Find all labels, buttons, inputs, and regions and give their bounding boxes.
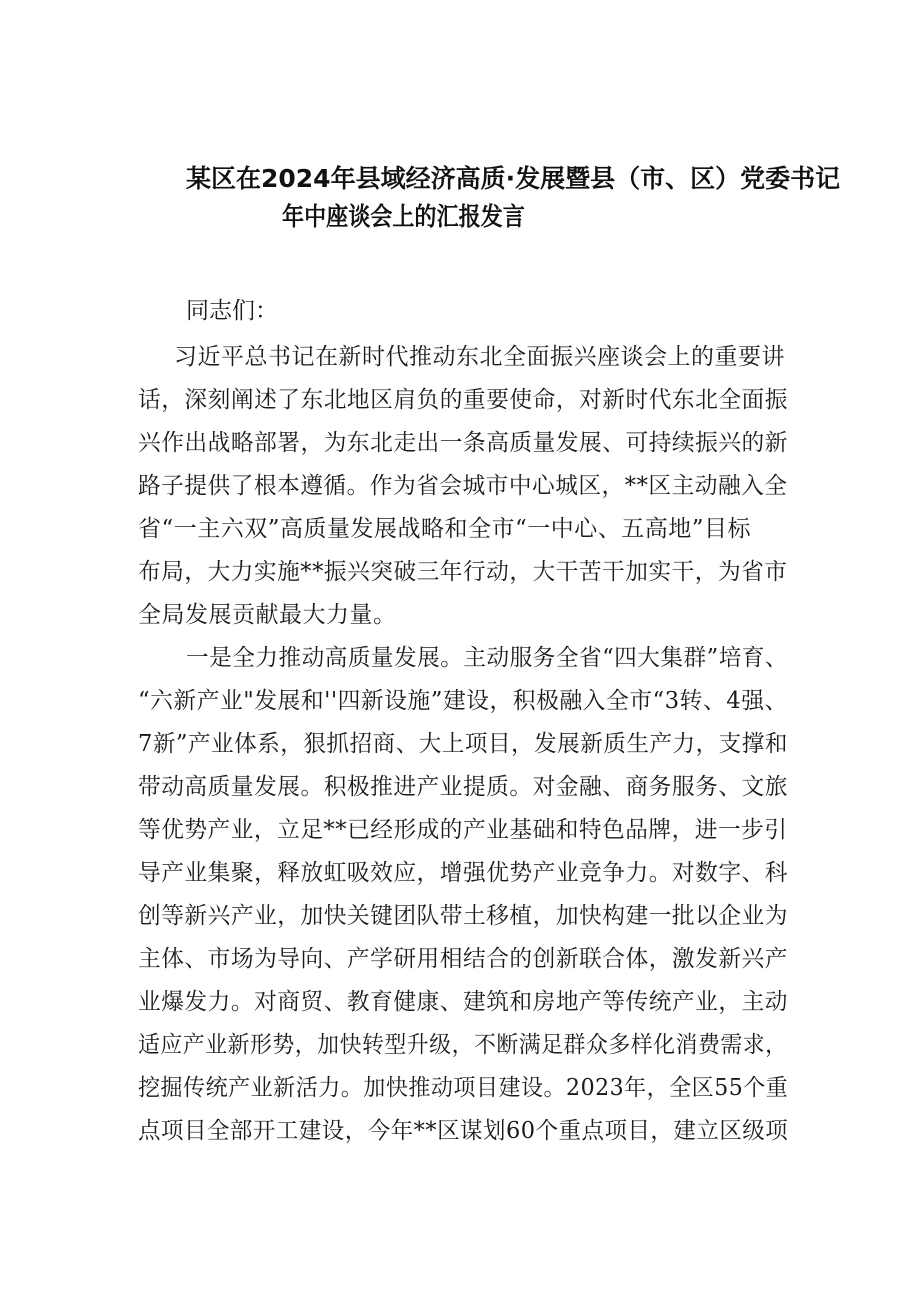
- body-line: “六新产业"发展和''四新设施”建设，积极融入全市“3转、4强、: [138, 688, 788, 714]
- body-line: 路子提供了根本遵循。作为省会城市中心城区，**区主动融入全: [138, 473, 788, 499]
- body-line: 主体、市场为导向、产学研用相结合的创新联合体，激发新兴产: [138, 946, 788, 972]
- body-line: 省“一主六双”高质量发展战略和全市“一中心、五高地”目标: [138, 516, 752, 542]
- body-line: 挖掘传统产业新活力。加快推动项目建设。2023年，全区55个重: [138, 1075, 789, 1101]
- body-line: 业爆发力。对商贸、教育健康、建筑和房地产等传统产业，主动: [138, 989, 788, 1015]
- body-line: 全局发展贡献最大力量。: [138, 602, 397, 628]
- document-title-line-2: 年中座谈会上的汇报发言: [282, 202, 525, 231]
- document-title-line-1: 某区在2024年县域经济高质·发展暨县（市、区）党委书记: [186, 164, 841, 193]
- body-line: 7新”产业体系，狠抓招商、大上项目，发展新质生产力，支撑和: [138, 731, 788, 757]
- body-line: 兴作出战略部署，为东北走出一条高质量发展、可持续振兴的新: [138, 430, 788, 456]
- body-line: 导产业集聚，释放虹吸效应，增强优势产业竞争力。对数字、科: [138, 860, 788, 886]
- body-line: 带动高质量发展。积极推进产业提质。对金融、商务服务、文旅: [138, 774, 788, 800]
- body-line: 习近平总书记在新时代推动东北全面振兴座谈会上的重要讲: [174, 344, 785, 370]
- body-line: 点项目全部开工建设，今年**区谋划60个重点项目，建立区级项: [138, 1118, 789, 1144]
- salutation: 同志们：: [186, 298, 278, 324]
- body-line: 等优势产业，立足**已经形成的产业基础和特色品牌，进一步引: [138, 817, 788, 843]
- body-line: 一是全力推动高质量发展。主动服务全省“四大集群”培育、: [186, 645, 789, 671]
- body-line: 布局，大力实施**振兴突破三年行动，大干苦干加实干，为省市: [138, 559, 788, 585]
- body-line: 适应产业新形势，加快转型升级，不断满足群众多样化消费需求，: [138, 1032, 788, 1058]
- body-line: 创等新兴产业，加快关键团队带土移植，加快构建一批以企业为: [138, 903, 788, 929]
- body-line: 话，深刻阐述了东北地区肩负的重要使命，对新时代东北全面振: [138, 387, 788, 413]
